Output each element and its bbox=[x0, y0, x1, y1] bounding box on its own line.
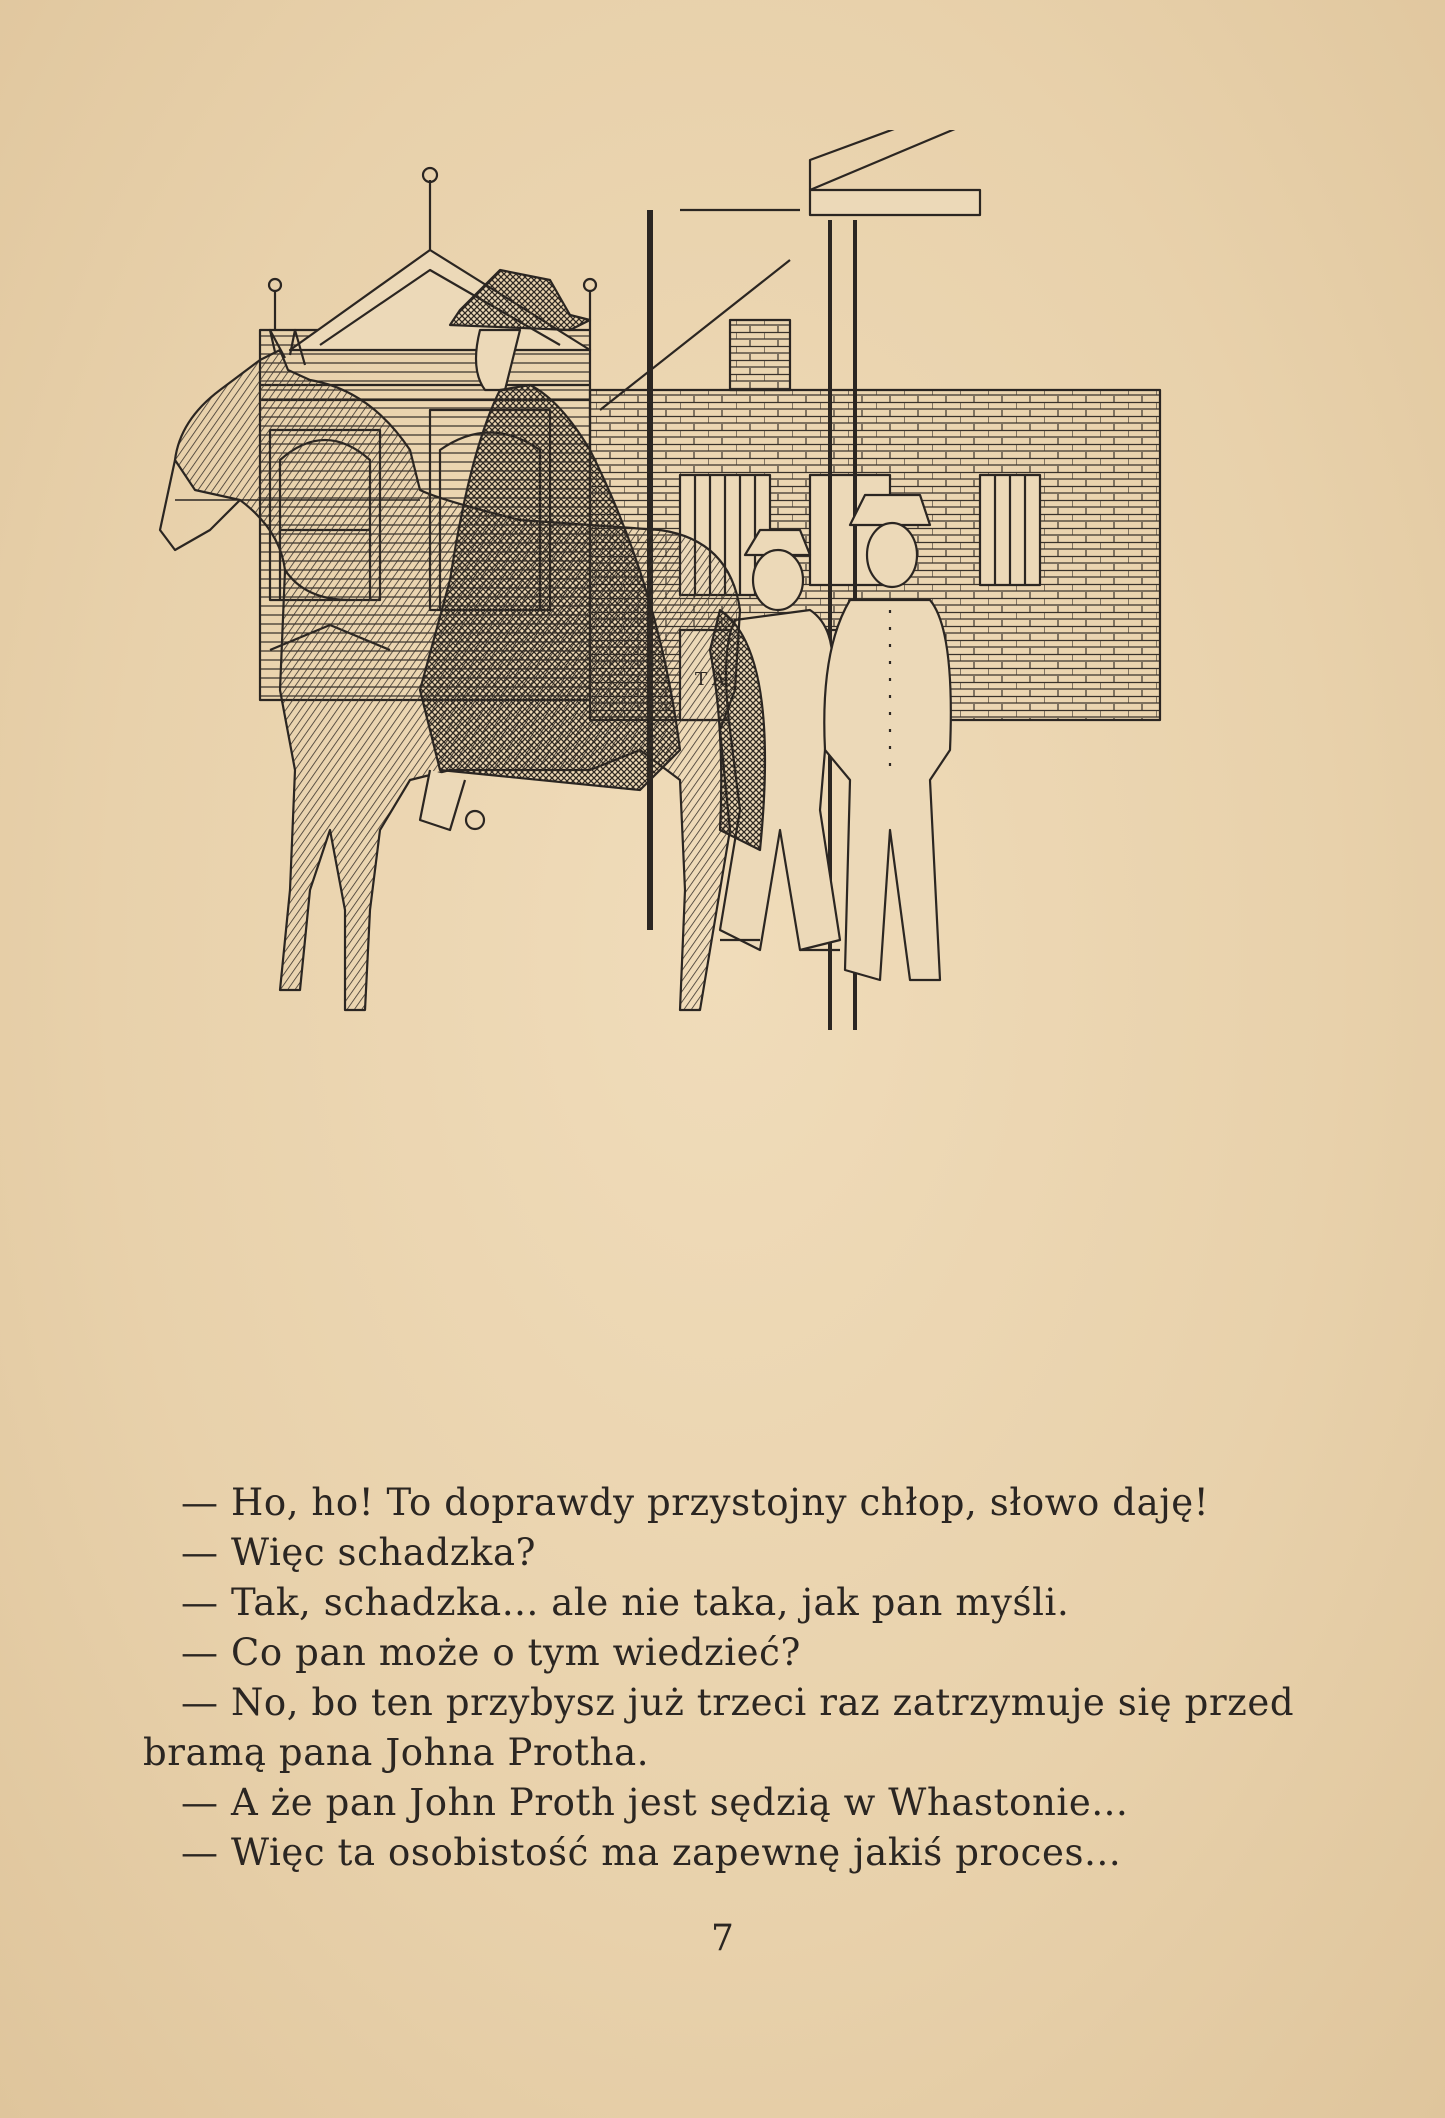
page-number: 7 bbox=[711, 1918, 734, 1959]
paragraph-7: — Więc ta osobistość ma zapewnę jakiś proces... bbox=[181, 1831, 1122, 1874]
paragraph-2: — Więc schadzka? bbox=[181, 1531, 537, 1574]
paragraph-1: — Ho, ho! To doprawdy przystojny chłop, słowo daję! bbox=[181, 1481, 1210, 1524]
story-text bbox=[143, 1478, 1313, 1878]
paragraph-6: — A że pan John Proth jest sędzią w Whastonie... bbox=[181, 1781, 1129, 1824]
paragraph-4: — Co pan może o tym wiedzieć? bbox=[181, 1631, 801, 1674]
illustration-drawing bbox=[120, 130, 1280, 1400]
paragraph-5: — No, bo ten przybysz już trzeci raz zatrzymuje się przed bramą pana Johna Protha. bbox=[143, 1681, 1295, 1774]
illustration-horseman-in-town bbox=[120, 130, 1280, 1400]
paragraph-3: — Tak, schadzka... ale nie taka, jak pan myśli. bbox=[181, 1581, 1070, 1624]
